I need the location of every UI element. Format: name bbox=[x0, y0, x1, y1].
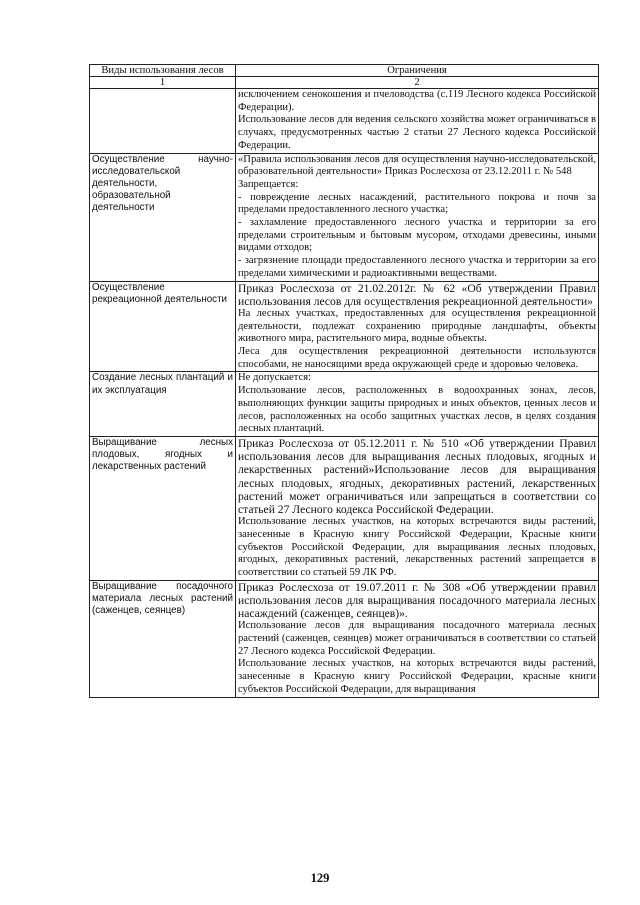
restriction-text bbox=[236, 372, 599, 437]
table-row bbox=[90, 281, 599, 372]
header-restrictions: Ограничения bbox=[236, 65, 599, 77]
restriction-text bbox=[236, 281, 599, 372]
restriction-text bbox=[236, 436, 599, 580]
restriction-paragraph: исключением сенокошения и пчеловодства (с.119 Лесного кодекса Российской Федерации). bbox=[238, 89, 596, 113]
restriction-paragraph: «Правила использования лесов для осуществления научно-исследовательской, образовательной деятельности» Приказ Рослесхоза от 23.12.2011 г. № 548 bbox=[238, 153, 596, 178]
forest-use-type: Осуществление рекреационной деятельности bbox=[90, 281, 236, 372]
table-row bbox=[90, 372, 599, 437]
table-row bbox=[90, 153, 599, 281]
restriction-paragraph: Леса для осуществления рекреационной деятельности используются способами, не наносящими вреда окружающей среде и здоровью человека. bbox=[238, 346, 596, 370]
restriction-paragraph: Использование лесов, расположенных в водоохранных зонах, лесов, выполняющих функции защиты природных и иных объектов, ценных лесов и лесов, расположенных на особо защитных участках лесов, в целях создания лесных плантаций. bbox=[238, 385, 596, 435]
restriction-text bbox=[236, 89, 599, 154]
forest-use-type bbox=[90, 89, 236, 154]
forest-use-type: Создание лесных плантаций и их эксплуатация bbox=[90, 372, 236, 437]
restrictions-table bbox=[89, 64, 599, 698]
restriction-paragraph: Запрещается: bbox=[238, 178, 299, 190]
header-forest-use-types: Виды использования лесов bbox=[90, 65, 236, 77]
restriction-paragraph: Не допускается: bbox=[238, 372, 312, 384]
restriction-paragraph: - повреждение лесных насаждений, растительного покрова и почв за пределами предоставленного лесного участка; bbox=[238, 191, 596, 216]
table-row bbox=[90, 89, 599, 154]
column-number-1: 1 bbox=[90, 77, 236, 89]
restriction-paragraph: - захламление предоставленного лесного участка и территории за его пределами строительным и бытовым мусором, отходами древесины, иными видами отходов; bbox=[238, 217, 596, 254]
restriction-paragraph: Использование лесов для выращивания посадочного материала лесных растений (саженцев, сеянцев) может ограничиваться в соответствии со статьей 27 Лесного кодекса Российской Федерации. bbox=[238, 620, 596, 657]
restriction-paragraph: На лесных участках, предоставленных для осуществления рекреационной деятельности, подлежат сохранению природные ландшафты, объекты животного мира, растительного мира, водные объекты. bbox=[238, 307, 596, 345]
table-row bbox=[90, 436, 599, 580]
restriction-paragraph: Использование лесных участков, на которых встречаются виды растений, занесенные в Красную книгу Российской Федерации, Красные книги субъектов Российской Федерации, для выращивания лесных плодовых, ягодных, декоративных растений, лекарственных растений запрещается в соответствии со статьей 59 ЛК РФ. bbox=[238, 516, 596, 579]
restriction-paragraph: Приказ Рослесхоза от 05.12.2011 г. № 510 «Об утверждении Правил использования лесов для выращивания лесных плодовых, ягодных и лекарственных растений»Использование лесов для выращивания лесных плодовых, ягодных, декоративных растений, лекарственных растений может ограничиваться или запрещаться в соответствии со статьей 27 Лесного кодекса Российской Федерации. bbox=[238, 436, 596, 516]
column-number-row bbox=[90, 77, 599, 89]
table-row bbox=[90, 580, 599, 697]
restriction-paragraph: - загрязнение площади предоставленного лесного участка и территории за его пределами химическими и радиоактивными веществами. bbox=[238, 255, 596, 279]
restriction-paragraph: Использование лесных участков, на которых встречаются виды растений, занесенные в Красную книгу Российской Федерации, красные книги субъектов Российской Федерации, для выращивания bbox=[238, 658, 596, 695]
page-number: 129 bbox=[310, 871, 330, 885]
forest-use-type: Осуществление научно-исследовательской деятельности, образовательной деятельности bbox=[90, 153, 236, 281]
restriction-text bbox=[236, 153, 599, 281]
restriction-paragraph: Приказ Рослесхоза от 19.07.2011 г. № 308 «Об утверждении правил использования лесов для выращивания посадочного материала лесных насаждений (саженцев, сеянцев)». bbox=[238, 580, 596, 621]
forest-use-type: Выращивание лесных плодовых, ягодных и лекарственных растений bbox=[90, 436, 236, 580]
forest-use-type: Выращивание посадочного материала лесных растений (саженцев, сеянцев) bbox=[90, 580, 236, 697]
column-number-2: 2 bbox=[236, 77, 599, 89]
table-header-row bbox=[90, 65, 599, 77]
restriction-paragraph: Использование лесов для ведения сельского хозяйства может ограничиваться в случаях, предусмотренных частью 2 статьи 27 Лесного кодекса Российской Федерации. bbox=[238, 114, 596, 151]
restriction-paragraph: Приказ Рослесхоза от 21.02.2012г. № 62 «Об утверждении Правил использования лесов для осуществления рекреационной деятельности» bbox=[238, 281, 596, 308]
restriction-text bbox=[236, 580, 599, 697]
